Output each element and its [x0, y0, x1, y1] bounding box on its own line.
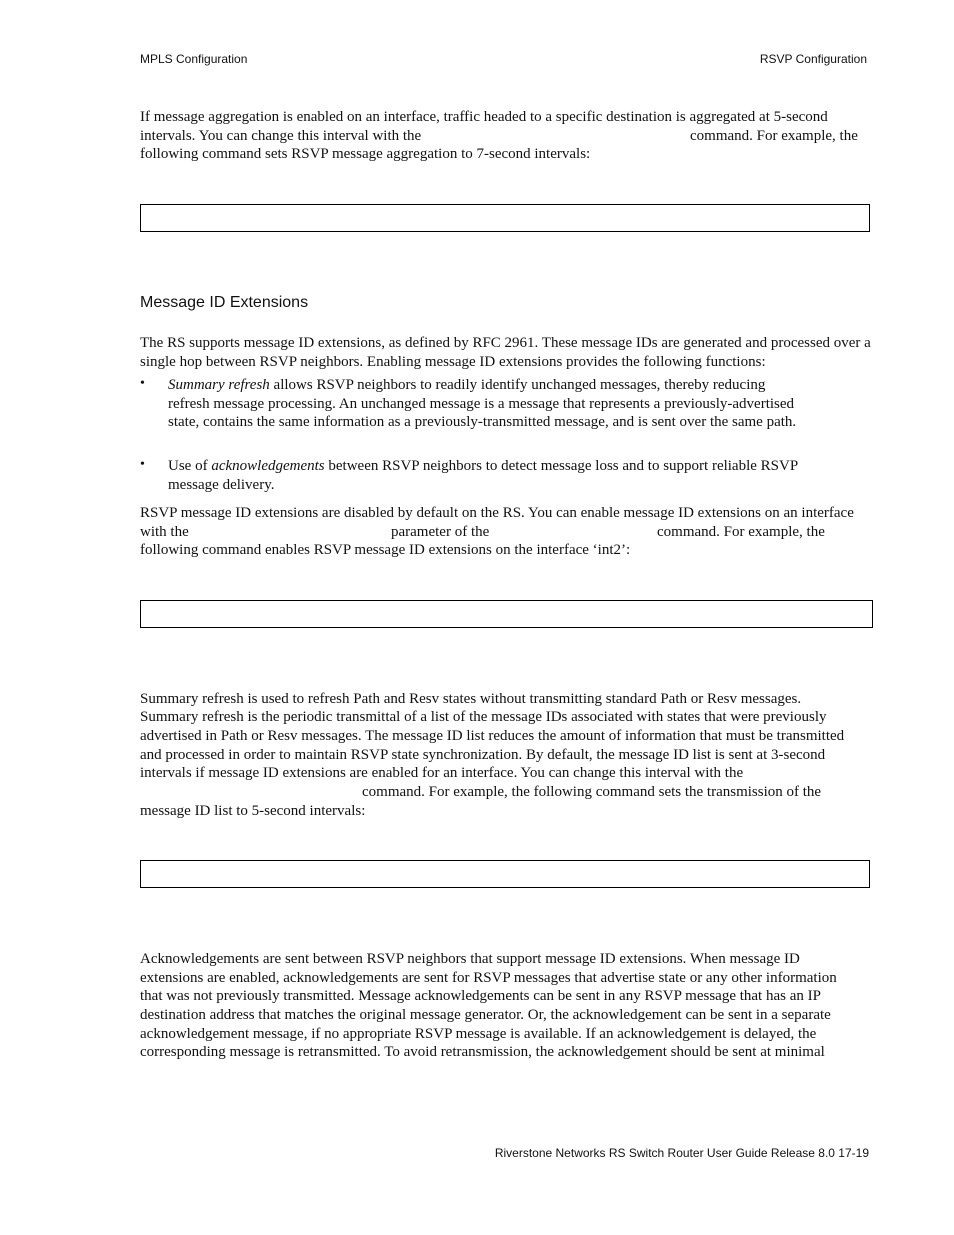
enable-line-2b: parameter of the	[391, 524, 490, 540]
bullet-summary-refresh-text: allows RSVP neighbors to readily identify unchanged messages, thereby reducing refresh message processing. An unchanged message is a message that represents a previously-advertised state, contains the same information as a previously-transmitted message, and is sent over the same path.	[168, 377, 797, 431]
bullet-ack-prefix: Use of	[168, 458, 212, 474]
ack-line-3: that was not previously transmitted. Message acknowledgements can be sent in any RSVP message that has an IP	[140, 988, 821, 1004]
enable-line-2a: with the	[140, 524, 189, 540]
bullet-ack-text: between RSVP neighbors to detect message loss and to support reliable RSVP message delivery.	[168, 458, 798, 493]
code-box-message-id	[140, 600, 873, 628]
ack-line-4: destination address that matches the original message generator. Or, the acknowledgement can be sent in a separate	[140, 1007, 831, 1023]
ack-line-5: acknowledgement message, if no appropriate RSVP message is available. If an acknowledgement is delayed, the	[140, 1026, 817, 1042]
bullet-ack-term: acknowledgements	[211, 458, 325, 474]
agg-line-3: following command sets RSVP message aggregation to 7-second intervals:	[140, 146, 591, 162]
bullet-acknowledgements	[168, 457, 798, 494]
section-title: Message ID Extensions	[140, 294, 309, 311]
summary-line-7: message ID list to 5-second intervals:	[140, 803, 366, 819]
ack-line-1: Acknowledgements are sent between RSVP neighbors that support message ID extensions. When message ID	[140, 951, 800, 967]
agg-line-2b: command. For example, the	[690, 128, 858, 144]
summary-line-3: advertised in Path or Resv messages. The message ID list reduces the amount of information that must be transmitted	[140, 728, 845, 744]
summary-line-1: Summary refresh is used to refresh Path and Resv states without transmitting standard Path or Resv messages.	[140, 691, 802, 707]
running-footer: Riverstone Networks RS Switch Router User Guide Release 8.0 17-19	[494, 1146, 869, 1160]
running-header-right: RSVP Configuration	[759, 52, 867, 66]
summary-line-2: Summary refresh is the periodic transmittal of a list of the message IDs associated with states that were previously	[140, 709, 827, 725]
msgid-intro-paragraph: The RS supports message ID extensions, as defined by RFC 2961. These message IDs are generated and processed over a single hop between RSVP neighbors. Enabling message ID extensions provides the following functions:	[140, 335, 871, 370]
summary-line-5: intervals if message ID extensions are enabled for an interface. You can change this interval with the	[140, 765, 744, 781]
summary-line-6: command. For example, the following command sets the transmission of the	[362, 784, 822, 800]
enable-line-2c: command. For example, the	[657, 524, 825, 540]
ack-line-6: corresponding message is retransmitted. To avoid retransmission, the acknowledgement should be sent at minimal	[140, 1044, 825, 1060]
enable-line-1: RSVP message ID extensions are disabled by default on the RS. You can enable message ID extensions on an interface	[140, 505, 854, 521]
bullet-glyph: •	[140, 376, 145, 391]
bullet-glyph: •	[140, 457, 145, 472]
code-box-aggregation	[140, 204, 870, 232]
enable-line-3: following command enables RSVP message ID extensions on the interface ‘int2’:	[140, 542, 631, 558]
bullet-summary-refresh-term: Summary refresh	[168, 377, 270, 393]
agg-line-2a: intervals. You can change this interval with the	[140, 128, 422, 144]
code-box-summary-refresh	[140, 860, 870, 888]
ack-line-2: extensions are enabled, acknowledgements are sent for RSVP messages that advertise state or any other information	[140, 970, 837, 986]
bullet-summary-refresh	[168, 376, 798, 432]
agg-line-1: If message aggregation is enabled on an interface, traffic headed to a specific destination is aggregated at 5-second	[140, 109, 828, 125]
summary-line-4: and processed in order to maintain RSVP state synchronization. By default, the message ID list is sent at 3-second	[140, 747, 826, 763]
running-header-left: MPLS Configuration	[140, 52, 248, 66]
